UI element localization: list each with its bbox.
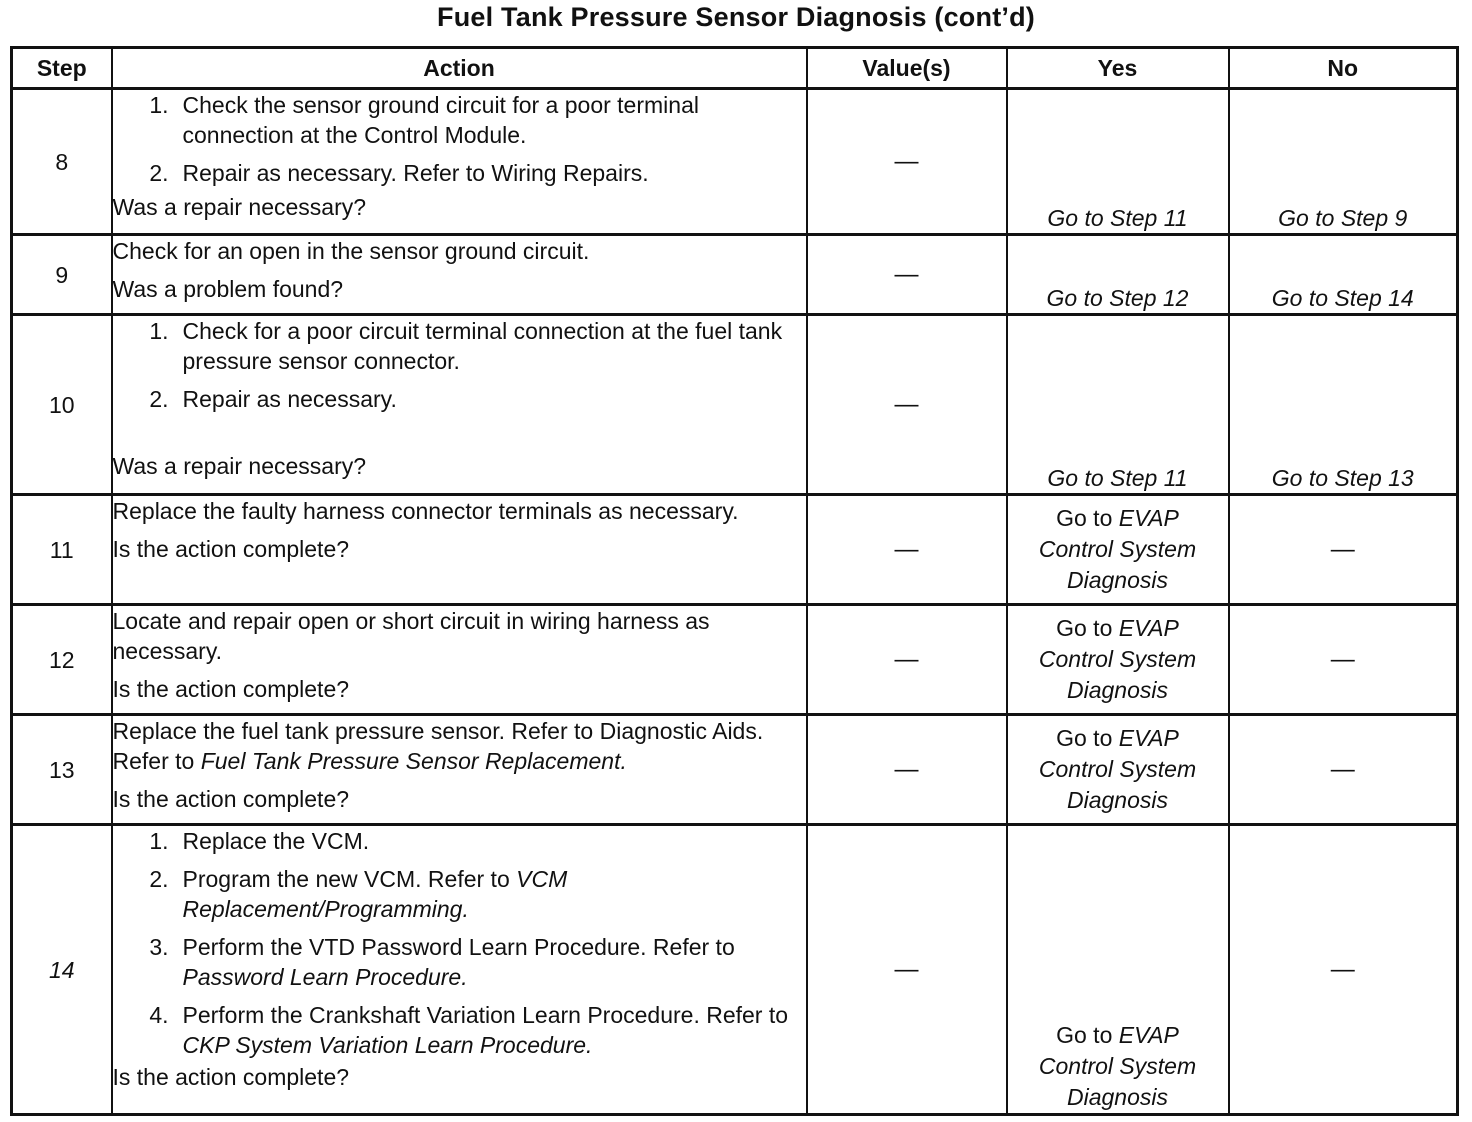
action-item: [143, 158, 806, 188]
evap-line-3: Diagnosis: [1067, 787, 1168, 813]
action-cell: [112, 89, 807, 235]
action-cell: [112, 715, 807, 825]
evap-line-2: Control System: [1038, 756, 1197, 782]
go-to-step-link: Go to Step 11: [1047, 465, 1188, 491]
no-cell: [1229, 89, 1458, 235]
item-text: Perform the Crankshaft Variation Learn Procedure. Refer to: [182, 1002, 789, 1028]
page-title: Fuel Tank Pressure Sensor Diagnosis (cont’d): [437, 2, 1035, 32]
value-cell: —: [807, 825, 1007, 1115]
yes-cell: [1007, 605, 1229, 715]
evap-link: [1008, 613, 1228, 644]
yes-cell: [1007, 715, 1229, 825]
evap-text: EVAP: [1118, 725, 1179, 751]
evap-line-2: Control System: [1038, 1053, 1197, 1079]
reference-link: Fuel Tank Pressure Sensor Replacement.: [200, 748, 627, 774]
action-text: [113, 716, 806, 776]
no-cell: [1229, 235, 1458, 315]
no-cell: —: [1229, 605, 1458, 715]
reference-link: VCM Replacement/Programming.: [182, 866, 568, 922]
table-row-step-10: [12, 315, 1458, 495]
header-values: Value(s): [807, 48, 1007, 89]
value-cell: —: [807, 605, 1007, 715]
item-number: 1.: [149, 318, 169, 344]
item-text: Program the new VCM. Refer to: [182, 866, 517, 892]
header-yes: Yes: [1007, 48, 1229, 89]
action-text: Locate and repair open or short circuit in wiring harness as necessary.: [112, 608, 710, 664]
action-list: [113, 826, 806, 1060]
evap-line-3: Diagnosis: [1067, 567, 1168, 593]
step-number: 14: [12, 825, 112, 1115]
yes-cell: [1007, 235, 1229, 315]
table-row-step-12: [12, 605, 1458, 715]
evap-text: EVAP: [1118, 1022, 1179, 1048]
value-cell: —: [807, 89, 1007, 235]
item-text: Replace the VCM.: [182, 828, 370, 854]
item-text: Check the sensor ground circuit for a poor terminal connection at the Control Module.: [182, 92, 699, 148]
item-number: 2.: [149, 866, 169, 892]
value-cell: —: [807, 235, 1007, 315]
action-question: Was a repair necessary?: [112, 453, 367, 479]
yes-cell: [1007, 825, 1229, 1115]
table-row-step-9: [12, 235, 1458, 315]
step-number: 13: [12, 715, 112, 825]
action-item: [143, 316, 806, 376]
header-no: No: [1229, 48, 1458, 89]
action-cell: [112, 235, 807, 315]
item-number: 3.: [149, 934, 169, 960]
evap-line-3: Diagnosis: [1067, 677, 1168, 703]
item-text: Repair as necessary.: [182, 386, 397, 412]
action-cell: [112, 315, 807, 495]
action-text: Check for an open in the sensor ground circuit.: [112, 238, 590, 264]
go-to-step-link: Go to Step 14: [1271, 285, 1414, 311]
action-text: Replace the faulty harness connector terminals as necessary.: [112, 498, 739, 524]
table-header-row: [12, 48, 1458, 89]
action-question: Is the action complete?: [112, 786, 350, 812]
action-question: Is the action complete?: [112, 1064, 350, 1090]
item-text: Perform the VTD Password Learn Procedure. Refer to: [182, 934, 735, 960]
action-question: Is the action complete?: [112, 676, 350, 702]
action-question: Was a problem found?: [112, 276, 344, 302]
action-item: [143, 864, 806, 924]
value-cell: —: [807, 715, 1007, 825]
go-to-step-link: Go to Step 13: [1271, 465, 1414, 491]
go-to-step-link: Go to Step 11: [1047, 205, 1188, 231]
item-number: 1.: [149, 828, 169, 854]
no-cell: —: [1229, 825, 1458, 1115]
yes-cell: [1007, 495, 1229, 605]
evap-text: EVAP: [1118, 505, 1179, 531]
evap-link: [1008, 723, 1228, 754]
step-number: 10: [12, 315, 112, 495]
item-text: Check for a poor circuit terminal connection at the fuel tank pressure sensor connector.: [182, 318, 783, 374]
action-cell: [112, 605, 807, 715]
no-cell: [1229, 315, 1458, 495]
evap-line-2: Control System: [1038, 646, 1197, 672]
step-number: 9: [12, 235, 112, 315]
no-cell: —: [1229, 495, 1458, 605]
value-cell: —: [807, 315, 1007, 495]
table-row-step-8: [12, 89, 1458, 235]
table-row-step-14: [12, 825, 1458, 1115]
action-question: Was a repair necessary?: [112, 194, 367, 220]
action-cell: [112, 495, 807, 605]
action-text-part: Replace the fuel tank pressure sensor. Refer to Diagnostic Aids. Refer to: [112, 718, 764, 774]
go-to-step-link: Go to Step 9: [1278, 205, 1408, 231]
action-question: Is the action complete?: [112, 536, 350, 562]
item-number: 1.: [149, 92, 169, 118]
table-row-step-11: [12, 495, 1458, 605]
action-item: [143, 826, 806, 856]
step-number: 8: [12, 89, 112, 235]
go-to-text: Go to: [1056, 505, 1119, 531]
action-item: [143, 384, 806, 414]
value-cell: —: [807, 495, 1007, 605]
no-cell: —: [1229, 715, 1458, 825]
item-number: 2.: [149, 160, 169, 186]
reference-link: Password Learn Procedure.: [182, 964, 468, 990]
header-action: Action: [112, 48, 807, 89]
header-step: Step: [12, 48, 112, 89]
action-item: [143, 90, 806, 150]
table-row-step-13: [12, 715, 1458, 825]
go-to-text: Go to: [1056, 1022, 1119, 1048]
go-to-text: Go to: [1056, 615, 1119, 641]
action-list: [113, 316, 806, 414]
step-number: 11: [12, 495, 112, 605]
go-to-step-link: Go to Step 12: [1046, 285, 1189, 311]
yes-cell: [1007, 315, 1229, 495]
item-text: Repair as necessary. Refer to Wiring Repairs.: [182, 160, 649, 186]
evap-line-3: Diagnosis: [1067, 1084, 1168, 1110]
action-item: [143, 1000, 806, 1060]
yes-cell: [1007, 89, 1229, 235]
item-number: 2.: [149, 386, 169, 412]
action-item: [143, 932, 806, 992]
evap-text: EVAP: [1118, 615, 1179, 641]
evap-link: [1008, 1020, 1228, 1051]
evap-link: [1008, 503, 1228, 534]
action-cell: [112, 825, 807, 1115]
go-to-text: Go to: [1056, 725, 1119, 751]
reference-link: CKP System Variation Learn Procedure.: [182, 1032, 593, 1058]
evap-line-2: Control System: [1038, 536, 1197, 562]
diagnosis-table: [10, 46, 1459, 1116]
item-number: 4.: [149, 1002, 169, 1028]
step-number: 12: [12, 605, 112, 715]
action-list: [113, 90, 806, 188]
